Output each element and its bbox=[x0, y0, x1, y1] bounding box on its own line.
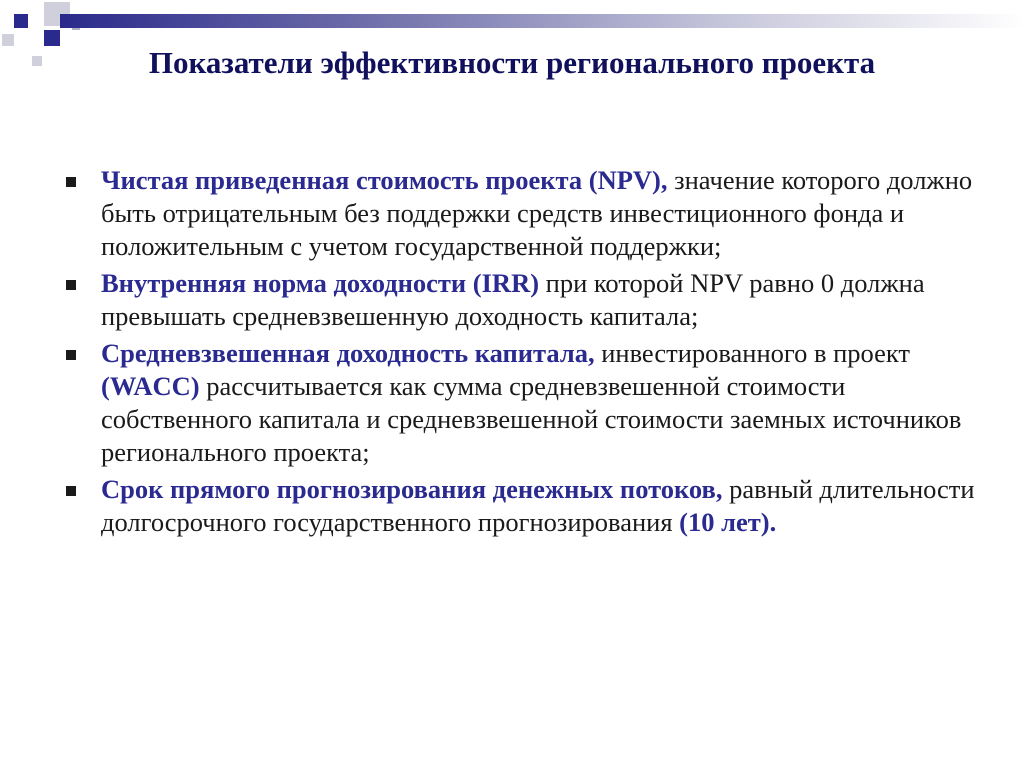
bullet-text-part: инвестированного в проект bbox=[594, 338, 911, 368]
bullet-text bbox=[101, 164, 976, 263]
decor-gradient-bar bbox=[60, 14, 1024, 28]
bullet-square-icon bbox=[66, 177, 76, 187]
decor-square bbox=[44, 30, 60, 46]
bullet-square-icon bbox=[66, 280, 76, 290]
bullet-text-part: рассчитывается как сумма средневзвешенной стоимости собственного капитала и средневзвешенной стоимости заемных источников регионального проекта; bbox=[101, 371, 962, 467]
bullet-text bbox=[101, 267, 976, 333]
bullet-list bbox=[66, 164, 976, 543]
highlighted-term: (10 лет). bbox=[679, 507, 777, 537]
bullet-text-part: равный длительности долгосрочного государственного прогнозирования bbox=[101, 474, 975, 537]
bullet-square-icon bbox=[66, 350, 76, 360]
list-item bbox=[66, 473, 976, 539]
highlighted-term: Чистая приведенная стоимость проекта (NPV), bbox=[101, 165, 668, 195]
highlighted-term: Срок прямого прогнозирования денежных потоков, bbox=[101, 474, 723, 504]
bullet-text bbox=[101, 473, 976, 539]
highlighted-term: (WACC) bbox=[101, 371, 200, 401]
list-item bbox=[66, 164, 976, 263]
decor-square bbox=[2, 34, 14, 46]
bullet-text bbox=[101, 337, 976, 469]
decor-square bbox=[32, 56, 42, 66]
list-item bbox=[66, 267, 976, 333]
list-item bbox=[66, 337, 976, 469]
bullet-text-part: при которой NPV равно 0 должна превышать средневзвешенную доходность капитала; bbox=[101, 268, 925, 331]
decor-square bbox=[14, 14, 28, 28]
highlighted-term: Внутренняя норма доходности (IRR) bbox=[101, 268, 540, 298]
bullet-text-part: значение которого должно быть отрицательным без поддержки средств инвестиционного фонда и положительным с учетом государственной поддержки; bbox=[101, 165, 973, 261]
highlighted-term: Средневзвешенная доходность капитала, bbox=[101, 338, 595, 368]
bullet-square-icon bbox=[66, 486, 76, 496]
slide-title: Показатели эффективности регионального проекта bbox=[148, 45, 876, 80]
